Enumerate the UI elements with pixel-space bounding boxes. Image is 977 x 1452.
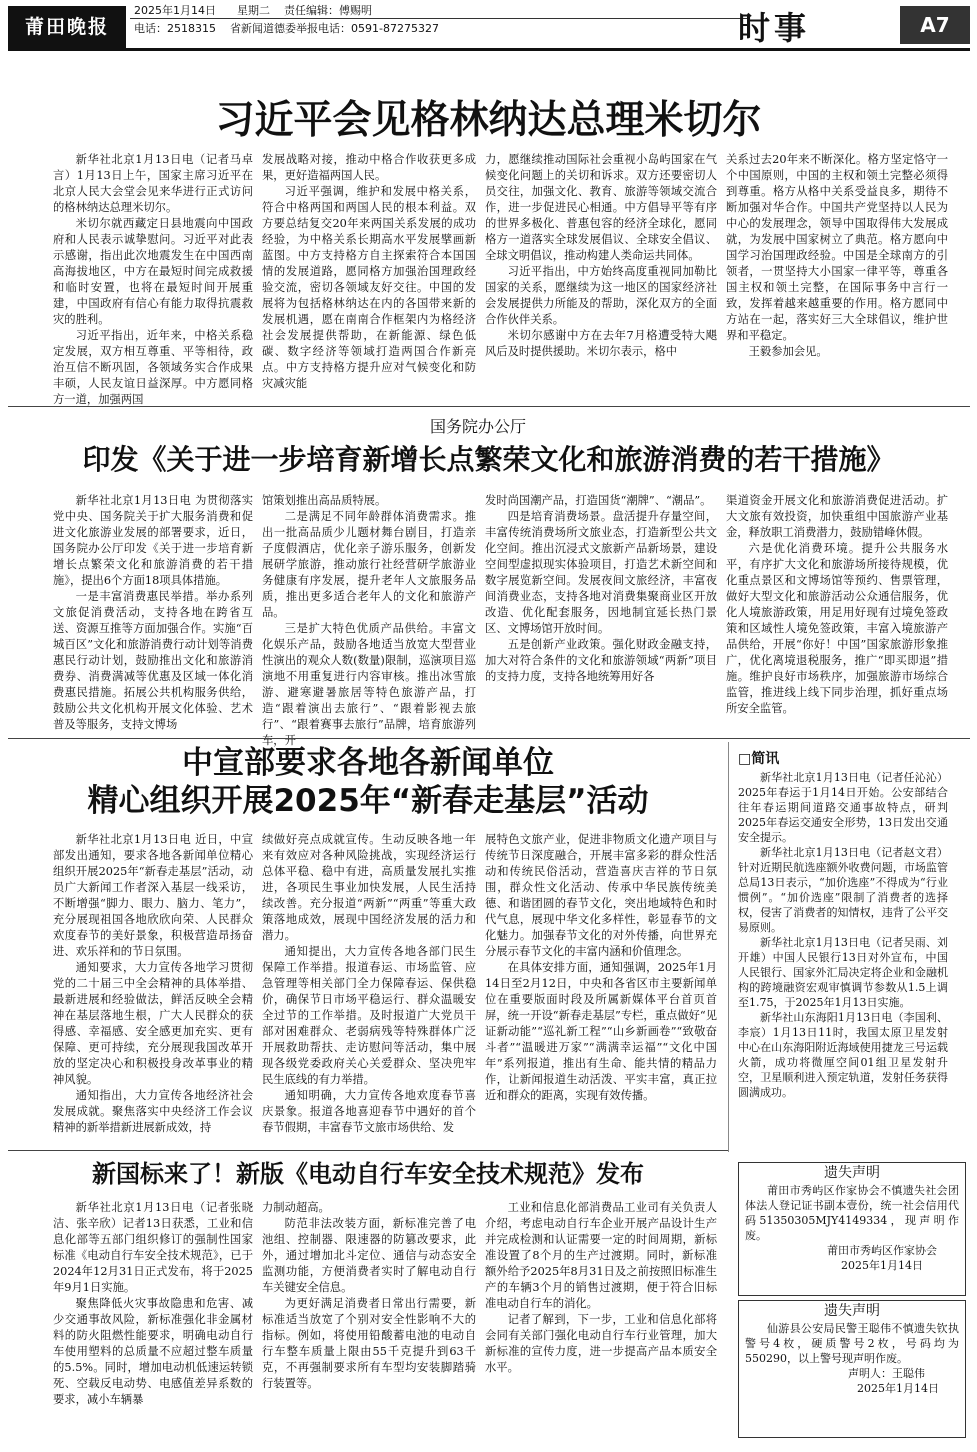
section-divider-1: [8, 406, 970, 407]
article1-column-3: 力，愿继续推动国际社会重视小岛屿国家在气候变化问题上的关切和诉求。双方还要密切人员交往，加强文化、教育、旅游等领域交流合作，进一步促进民心相通。中方倡导平等有序的世界多极化、普惠包容的经济全球化，愿同格方一道落实全球发展倡议、全球安全倡议、全球文明倡议，推动构建人类命运共同体。 习近平指出，中方始终高度重视同加勒比国家的关系，愿继续为这一地区的国家经济社会发展提供力所能及的帮助，深化双方的全面合作伙伴关系。 米切尔感谢中方在去年7月格遭受特大飓风后及时提供援助。米切尔表示，格中: [485, 153, 717, 358]
lost-notice-2: [738, 1300, 966, 1438]
brief-item: 新华社山东海阳1月13日电（李国利、李宸）1月13日11时，我国太原卫星发射中心在山东海阳附近海域使用捷龙三号运载火箭，成功将微厘空间01组卫星发射升空，卫星顺利进入预定轨道，发射任务获得圆满成功。: [738, 1011, 948, 1099]
brief-item: 新华社北京1月13日电（记者赵文君）针对近期民航选座额外收费问题，市场监管总局13日表示，“加价选座”不得成为“行业惯例”。“加价选座”限制了消费者的选择权，侵害了消费者的知情权，违背了公平交易原则。: [738, 846, 948, 934]
section-divider-3: [8, 1150, 728, 1151]
headline-new-spring-grassroots-line1: 中宣部要求各地各新闻单位: [182, 745, 554, 781]
masthead-divider: [8, 48, 970, 51]
masthead-rule: [130, 18, 750, 19]
article2-column-2: 馆策划推出高品质特展。 二是满足不同年龄群体消费需求。推出一批高品质少儿题材舞台剧目，打造亲子度假酒店，优化亲子游乐服务，创新发展研学旅游，推动旅行社经营研学旅游业务健康有序发展，提升老年人文旅服务品质，推出更多适合老年人的文化和旅游产品。 三是扩大特色优质产品供给。丰富文化娱乐产品，鼓励各地适当放宽大型营业性演出的观众人数(数量)限制，巡演项目巡演地不用重复进行内容审核。推出冰雪旅游、避寒避暑旅居等特色旅游产品，打造“跟着演出去旅行”、“跟着影视去旅行”、“跟着赛事去旅行”品牌，培育旅游列车，开: [262, 494, 476, 747]
notice-signer: 声明人：王聪伟: [848, 1367, 925, 1380]
article3-column-1: 新华社北京1月13日电 近日，中宣部发出通知，要求各地各新闻单位精心组织开展2025年“新春走基层”活动，动员广大新闻工作者深入基层一线采访，不断增强“脚力、眼力、脑力、笔力”，充分展现祖国各地欣欣向荣、人民群众欢度春节的美好景象，积极营造昂扬奋进、欢乐祥和的节日氛围。 通知要求，大力宣传各地学习贯彻党的二十届三中全会精神的具体举措、最新进展和经验做法，鲜活反映全会精神在基层落地生根，广大人民群众的获得感、幸福感、安全感更加充实、更有保障、更可持续，充分展现我国改革开放的坚定决心和积极投身改革事业的精神风貌。 通知指出，大力宣传各地经济社会发展成就。聚焦落实中央经济工作会议精神的新举措新进展新成效，持: [53, 833, 253, 1134]
report-hotline: 省新闻道德委举报电话：0591-87275327: [230, 22, 439, 35]
notice-body: 莆田市秀屿区作家协会不慎遗失社会团体法人登记证书副本壹份，统一社会信用代码51350305MJY4149334，现声明作废。 莆田市秀屿区作家协会 2025年1月14日: [745, 1184, 959, 1272]
masthead-info-row-2: [134, 22, 439, 36]
headline-new-spring-grassroots-line2: 精心组织开展2025年“新春走基层”活动: [87, 783, 649, 819]
article4-column-1: 新华社北京1月13日电（记者张晓洁、张辛欣）记者13日获悉，工业和信息化部等五部门组织修订的强制性国家标准《电动自行车安全技术规范》，已于2024年12月31日正式发布，将于2025年9月1日实施。 聚焦降低火灾事故隐患和危害、减少交通事故风险，新标准强化非金属材料的防火阻燃性能要求，明确电动自行车使用塑料的总质量不应超过整车质量的5.5%。同时，增加电动机低速运转锁死、空载反电动势、电感值差异系数的要求，减小车辆暴: [53, 1201, 253, 1406]
brief-column-rule: [728, 742, 729, 1152]
responsible-editor: 责任编辑：傅赐明: [283, 4, 372, 17]
headline-e-bike-standard: 新国标来了！新版《电动自行车安全技术规范》发布: [92, 1160, 644, 1188]
brief-news-list: [738, 770, 948, 1150]
article3-column-3: 展特色文旅产业，促进非物质文化遗产项目与传统节日深度融合，开展丰富多彩的群众性活动和传统民俗活动，营造喜庆吉祥的节日氛围，群众性文化活动、传承中华民族传统美德、和谐团圆的春节文化，突出地域特色和时代气息，展现中华文化多样性，彰显春节的文化魅力。加强春节文化的对外传播，向世界充分展示春节文化的丰富内涵和价值理念。 在具体安排方面，通知强调，2025年1月14日至2月12日，中央和各省区市主要新闻单位在重要版面时段及所属新媒体平台首页首屏，统一开设“新春走基层”专栏，重点做好“见证新动能”“巡礼新工程”“山乡新画卷”“致敬奋斗者”“温暖进万家”“满满幸运福”“文化中国年”系列报道，推出有生命、能共情的精品力作，让新闻报道生动活泼、平实丰富，真正拉近和群众的距离，实现有效传播。: [485, 833, 717, 1102]
issue-weekday: 星期二: [236, 4, 270, 17]
notice-body: 仙游县公安局民警王聪伟不慎遗失钦执警号4枚，硬质警号2枚，号码均为550290，以上警号现声明作废。 声明人：王聪伟 2025年1月14日: [745, 1322, 959, 1395]
page-number: A7: [900, 6, 970, 44]
article2-column-4: 渠道资金开展文化和旅游消费促进活动。扩大文旅有效投资，加快重组中国旅游产业基金，释放职工消费潜力，鼓励错峰休假。 六是优化消费环境。提升公共服务水平，有序扩大文化和旅游场所接待规模，优化重点景区和文博场馆等预约、售票管理，做好大型文化和旅游活动公众通信服务，优化人境旅游政策，用足用好现有过境免签政策和区域性人境免签政策，丰富入境旅游产品供给，开展“你好！中国”国家旅游形象推广，优化离境退税服务，推广“即买即退”措施。维护良好市场秩序，加强旅游市场综合监管，推进线上线下同步治理，抓好重点场所安全监管。: [726, 494, 948, 715]
brief-item: 新华社北京1月13日电（记者任沁沁）2025年春运于1月14日开始。公安部结合往年春运期间道路交通事故特点，研判2025年春运交通安全形势，13日发出交通安全提示。: [738, 771, 948, 844]
newspaper-logo: 莆田晚报: [8, 6, 126, 48]
lost-notice-1: [738, 1162, 966, 1296]
notice-title: 遗失声明: [824, 1303, 880, 1319]
article2-column-3: 发时尚国潮产品，打造国货“潮牌”、“潮品”。 四是培育消费场景。盘活提升存量空间，丰富传统消费场所文旅业态，打造新型公共文化空间。推出沉浸式文旅新产品新场景，建设空间型虚拟现实体验项目，打造艺术新空间和数字展览新空间。发展夜间文旅经济，丰富夜间消费业态，支持各地对消费集聚商业区开放改造、优化配套服务，因地制宜延长热门景区、文博场馆开放时间。 五是创新产业政策。强化财政金融支持，加大对符合条件的文化和旅游领域“两新”项目的支持力度，支持各地统筹用好各: [485, 494, 717, 683]
article2-column-1: 新华社北京1月13日电 为贯彻落实党中央、国务院关于扩大服务消费和促进文化旅游业发展的部署要求，近日，国务院办公厅印发《关于进一步培育新增长点繁荣文化和旅游消费的若干措施》，提出6个方面18项具体措施。 一是丰富消费惠民举措。举办系列文旅促消费活动，支持各地在跨省互送、资源互推等方面加强合作。实施“百城百区”文化和旅游消费行动计划等消费惠民行动计划，鼓励推出文化和旅游消费券、消费满减等优惠及区域一体化消费惠民措施。拓展公共机构服务供给，鼓励公共文化机构开展文化体验、艺术普及等服务，支持文博场: [53, 494, 253, 731]
brief-item: 新华社北京1月13日电（记者吴雨、刘开雄）中国人民银行13日对外宣布，中国人民银行、国家外汇局决定将企业和金融机构的跨境融资宏观审慎调节参数从1.5上调至1.75，于2025年1月13日实施。: [738, 936, 948, 1009]
article1-column-1: 新华社北京1月13日电（记者马卓言）1月13日上午，国家主席习近平在北京人民大会堂会见来华进行正式访问的格林纳达总理米切尔。 米切尔就西藏定日县地震向中国政府和人民表示诚挚慰问。习近平对此表示感谢，指出此次地震发生在中国西南高海拔地区，中方在最短时间完成救援和临时安置，也将在最短时间开展重建，中国政府有信心有能力取得抗震救灾的胜利。 习近平指出，近年来，中格关系稳定发展，双方相互尊重、平等相待，政治互信不断巩固，各领域务实合作成果丰硕，人民友谊日益深厚。中方愿同格方一道，加强两国: [53, 153, 253, 406]
notice-title: 遗失声明: [824, 1165, 880, 1181]
notice-date: 2025年1月14日: [841, 1259, 923, 1272]
article4-column-2: 力制动超高。 防范非法改装方面，新标准完善了电池组、控制器、限速器的防篡改要求，此外，通过增加北斗定位、通信与动态安全监测功能，方便消费者实时了解电动自行车关键安全信息。 为更好满足消费者日常出行需要，新标准适当放宽了个别对安全性影响不大的指标。例如，将使用铅酸蓄电池的电动自行车整车质量上限由55千克提升到63千克，不再强制要求所有车型均安装脚踏骑行装置等。: [262, 1201, 476, 1390]
notice-signer: 莆田市秀屿区作家协会: [827, 1244, 937, 1257]
article1-column-2: 发展战略对接，推动中格合作收获更多成果，更好造福两国人民。 习近平强调，维护和发展中格关系，符合中格两国和两国人民的根本利益。双方要总结复交20年来两国关系发展的成功经验，为中格关系长期高水平发展擘画新蓝图。中方支持格方自主探索符合本国国情的发展道路，愿同格方加强治国理政经验交流，密切各领域友好交往。中国的发展将为包括格林纳达在内的各国带来新的发展机遇，愿在南南合作框架内为格经济社会发展提供帮助，在新能源、绿色低碳、数字经济等领域打造两国合作新亮点。中方支持格方提升应对气候变化和防灾减灾能: [262, 153, 476, 390]
newsroom-phone: 电话：2518315: [134, 22, 216, 35]
section-title: 时事: [738, 9, 811, 47]
article3-column-2: 续做好亮点成就宣传。生动反映各地一年来有效应对各种风险挑战，实现经济运行总体平稳、稳中有进，高质量发展扎实推进，各项民生事业加快发展，人民生活持续改善。充分报道“两新”“两重”等重大政策落地成效，展现中国经济发展的活力和潜力。 通知提出，大力宣传各地各部门民生保障工作举措。报道春运、市场监管、应急管理等相关部门全力保障春运、保供稳价，确保节日市场平稳运行、群众温暖安全过节的工作举措。及时报道广大党员干部对困难群众、老弱病残等特殊群体广泛开展救助帮扶、走访慰问等活动，集中展现各级党委政府关心关爱群众、坚决兜牢民生底线的有力举措。 通知明确，大力宣传各地欢度春节喜庆景象。报道各地喜迎春节中遇好的首个春节假期，丰富春节文旅市场供给、发: [262, 833, 476, 1134]
article2-kicker: 国务院办公厅: [430, 417, 527, 436]
masthead-info-row-1: [134, 4, 372, 18]
issue-date: 2025年1月14日: [134, 4, 216, 17]
headline-xi-meets-mitchell: 习近平会见格林纳达总理米切尔: [215, 98, 762, 143]
headline-culture-tourism-measures: 印发《关于进一步培育新增长点繁荣文化和旅游消费的若干措施》: [82, 443, 895, 476]
section-divider-2: [8, 738, 970, 739]
notice-date: 2025年1月14日: [857, 1382, 939, 1395]
article1-column-4: 关系过去20年来不断深化。格方坚定恪守一个中国原则，中国的主权和领土完整必须得到尊重。格方从格中关系受益良多，期待不断加强对华合作。中国共产党坚持以人民为中心的发展理念，领导中国取得伟大发展成就，为发展中国家树立了典范。格方愿向中国学习治国理政经验。中国是全球南方的引领者，一贯坚持大小国家一律平等，尊重各国主权和领土完整，在国际事务中言行一致，发挥着越来越重要的作用。格方愿同中方站在一起，落实好三大全球倡议，维护世界和平稳定。 王毅参加会见。: [726, 153, 948, 358]
article4-column-3: 工业和信息化部消费品工业司有关负责人介绍，考虑电动自行车企业开展产品设计生产并完成检测和认证需要一定的时间周期，新标准设置了8个月的生产过渡期。同时，新标准额外给予2025年8月31日及之前按照旧标准生产的车辆3个月的销售过渡期，便于符合旧标准电动自行车的消化。 记者了解到，下一步，工业和信息化部将会同有关部门强化电动自行车行业管理，加大新标准的宣传力度，进一步提高产品本质安全水平。: [485, 1201, 717, 1374]
brief-news-heading: □简讯: [738, 751, 780, 767]
